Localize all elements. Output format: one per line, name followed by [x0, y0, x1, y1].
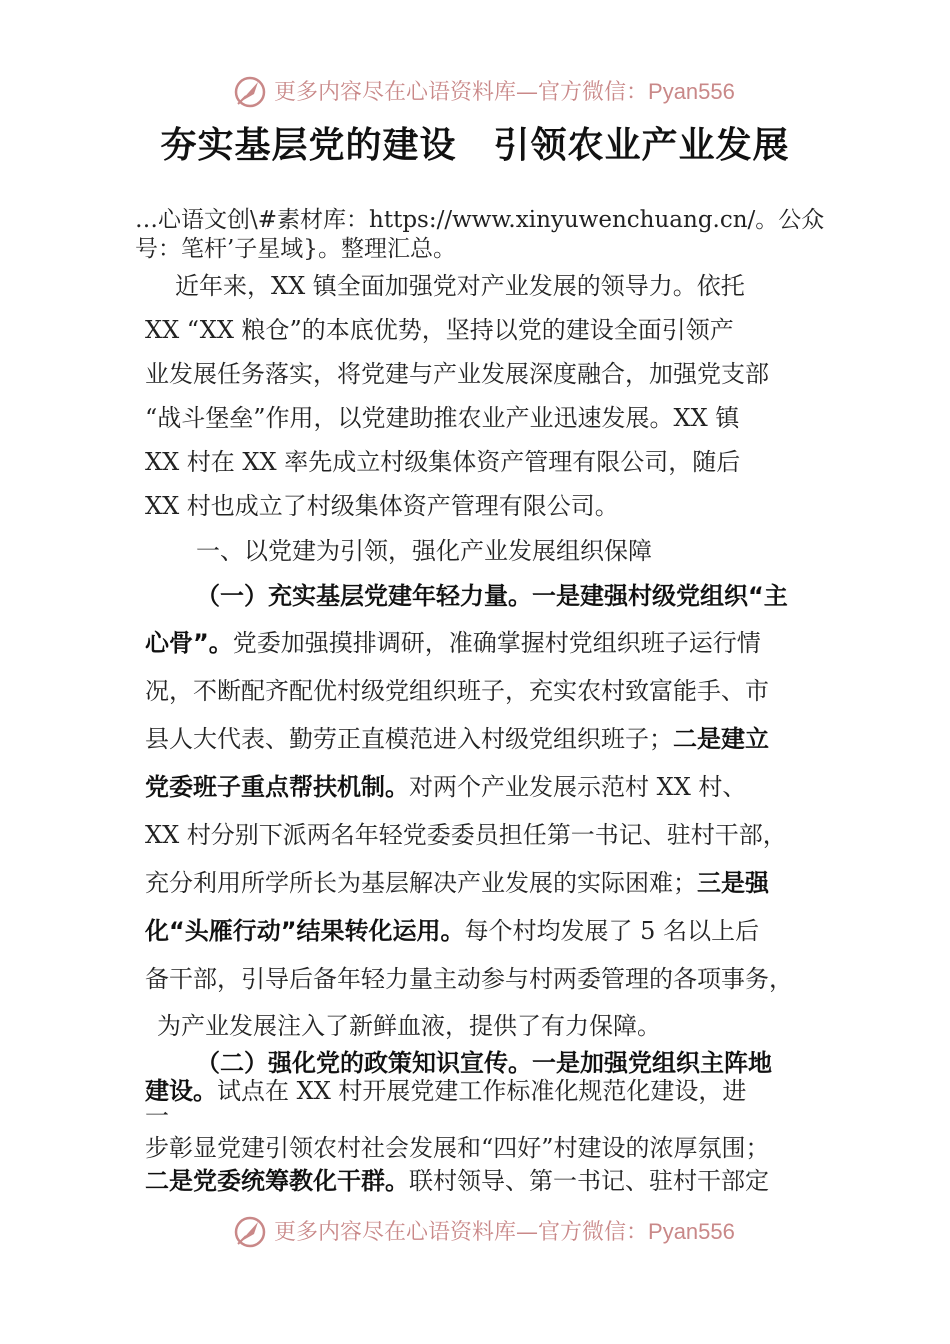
p1-line-7: 充分利用所学所长为基层解决产业发展的实际困难；三是强 [145, 869, 769, 897]
section-heading: 一、以党建为引领，强化产业发展组织保障 [196, 537, 652, 565]
p1-line-6: XX 村分别下派两名年轻党委委员担任第一书记、驻村干部， [145, 821, 787, 849]
p2-line-3: 一 [145, 1102, 169, 1130]
p1-line-3: 况，不断配齐配优村级党组织班子，充实农村致富能手、市 [145, 677, 769, 705]
watermark-text: 更多内容尽在心语资料库—官方微信：Pyan556 [274, 79, 735, 105]
page-title: 夯实基层党的建设 引领农业产业发展 [160, 124, 790, 166]
p1-line-9: 备干部，引导后备年轻力量主动参与村两委管理的各项事务， [145, 965, 793, 993]
p1-line-4: 县人大代表、勤劳正直模范进入村级党组织班子；二是建立 [145, 725, 769, 753]
p1-line-1: （一）充实基层党建年轻力量。一是建强村级党组织“主 [196, 582, 788, 610]
p2-line-2: 建设。试点在 XX 村开展党建工作标准化规范化建设，进 [145, 1077, 747, 1105]
header-watermark [0, 72, 950, 112]
intro-line-2: XX “XX 粮仓”的本底优势，坚持以党的建设全面引领产 [145, 316, 734, 344]
intro-line-6: XX 村也成立了村级集体资产管理有限公司。 [145, 492, 619, 520]
quill-logo-icon [232, 74, 268, 110]
intro-line-4: “战斗堡垒”作用，以党建助推农业产业迅速发展。XX 镇 [145, 404, 740, 432]
intro-line-3: 业发展任务落实，将党建与产业发展深度融合，加强党支部 [145, 360, 769, 388]
p1-line-8: 化“头雁行动”结果转化运用。每个村均发展了 5 名以上后 [145, 917, 760, 945]
p2-line-5: 二是党委统筹教化干群。联村领导、第一书记、驻村干部定 [145, 1167, 769, 1195]
wechat-id: Pyan556 [648, 1219, 735, 1244]
p1-line-10: 为产业发展注入了新鲜血液，提供了有力保障。 [157, 1012, 661, 1040]
wechat-id: Pyan556 [648, 79, 735, 104]
watermark-text: 更多内容尽在心语资料库—官方微信：Pyan556 [274, 1219, 735, 1245]
intro-line-1: 近年来，XX 镇全面加强党对产业发展的领导力。依托 [175, 272, 745, 300]
source-line: …心语文创\#素材库：https://www.xinyuwenchuang.cn/。公众号：笔杆’子星域}。整理汇总。 [135, 207, 825, 262]
footer-watermark [0, 1212, 950, 1252]
p2-line-1: （二）强化党的政策知识宣传。一是加强党组织主阵地 [196, 1049, 772, 1077]
p1-line-5: 党委班子重点帮扶机制。对两个产业发展示范村 XX 村、 [145, 773, 747, 801]
intro-line-5: XX 村在 XX 率先成立村级集体资产管理有限公司，随后 [145, 448, 741, 476]
quill-logo-icon [232, 1214, 268, 1250]
p1-line-2: 心骨”。党委加强摸排调研，准确掌握村党组织班子运行情 [145, 629, 761, 657]
p2-line-4: 步彰显党建引领农村社会发展和“四好”村建设的浓厚氛围； [145, 1134, 770, 1162]
